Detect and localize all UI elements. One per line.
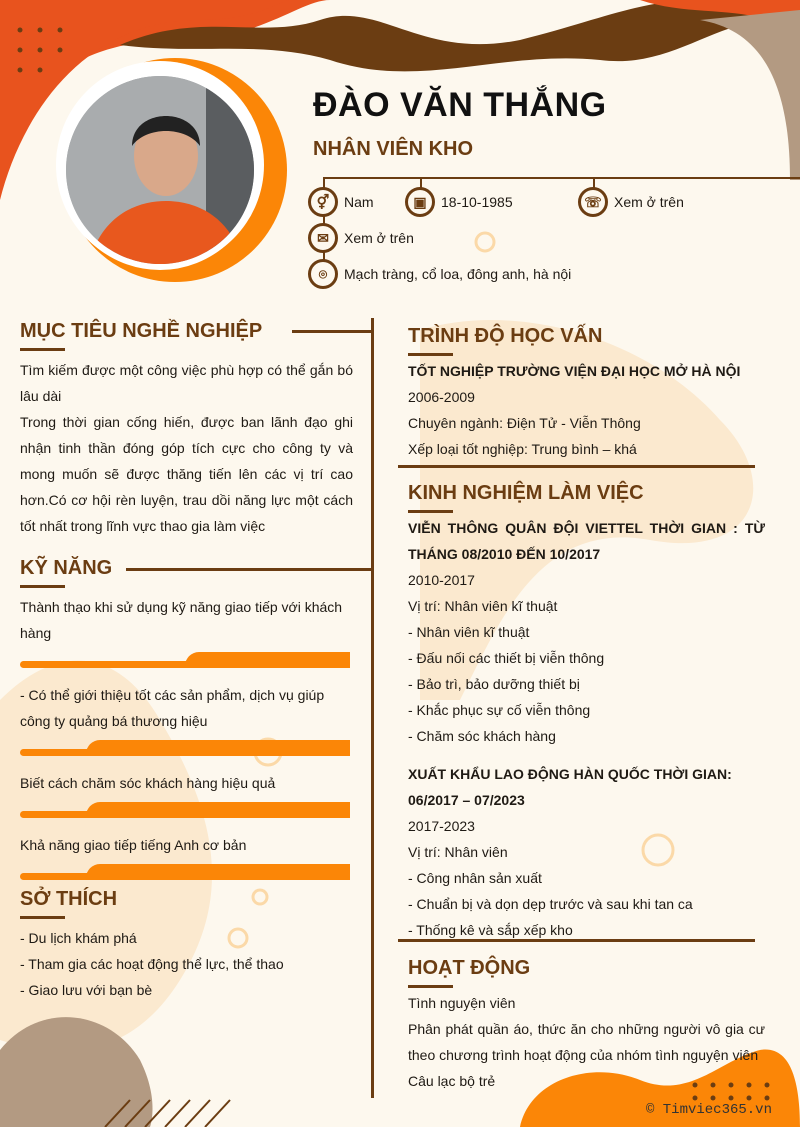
objective-text bbox=[20, 357, 353, 539]
activity-line: Câu lạc bộ trẻ bbox=[408, 1073, 496, 1089]
birthday-value: 18-10-1985 bbox=[441, 194, 513, 210]
skill-bar bbox=[20, 652, 350, 668]
skill-item bbox=[20, 832, 350, 880]
contact-gender bbox=[308, 187, 374, 217]
skills-heading: KỸ NĂNG bbox=[20, 557, 113, 579]
hobbies-heading: SỞ THÍCH bbox=[20, 888, 118, 910]
job-line: - Chăm sóc khách hàng bbox=[408, 728, 556, 744]
education-heading: TRÌNH ĐỘ HỌC VẤN bbox=[408, 325, 603, 347]
school-name: TỐT NGHIỆP TRƯỜNG VIỆN ĐẠI HỌC MỞ HÀ NỘI bbox=[408, 363, 741, 379]
skill-item bbox=[20, 770, 350, 818]
section-divider bbox=[398, 939, 755, 942]
contact-address bbox=[308, 259, 571, 289]
address-value: Mạch tràng, cổ loa, đông anh, hà nội bbox=[344, 266, 572, 282]
calendar-icon: ▣ bbox=[405, 187, 435, 217]
job-line: Vị trí: Nhân viên kĩ thuật bbox=[408, 598, 558, 614]
hobby-item: - Giao lưu với bạn bè bbox=[20, 982, 153, 998]
section-divider bbox=[398, 465, 755, 468]
skill-label: Khả năng giao tiếp tiếng Anh cơ bản bbox=[20, 837, 247, 853]
contact-email bbox=[308, 223, 414, 253]
profile-photo bbox=[60, 70, 260, 270]
candidate-name: ĐÀO VĂN THẮNG bbox=[313, 86, 607, 124]
phone-icon: ☏ bbox=[578, 187, 608, 217]
job-line: - Chuẩn bị và dọn dẹp trước và sau khi tan ca bbox=[408, 896, 693, 912]
contact-phone bbox=[578, 187, 684, 217]
experience-heading: KINH NGHIỆM LÀM VIỆC bbox=[408, 482, 644, 504]
job-line: Vị trí: Nhân viên bbox=[408, 844, 508, 860]
job-line: - Nhân viên kĩ thuật bbox=[408, 624, 530, 640]
hobby-item: - Du lịch khám phá bbox=[20, 930, 137, 946]
job-title: NHÂN VIÊN KHO bbox=[313, 138, 474, 160]
job-line: - Bảo trì, bảo dưỡng thiết bị bbox=[408, 676, 580, 692]
education-line: Xếp loại tốt nghiệp: Trung bình – khá bbox=[408, 441, 637, 457]
phone-value: Xem ở trên bbox=[614, 194, 684, 210]
job-title: VIỄN THÔNG QUÂN ĐỘI VIETTEL THỜI GIAN : TỪ THÁNG 08/2010 ĐẾN 10/2017 bbox=[408, 520, 765, 562]
heading-rule bbox=[126, 568, 372, 571]
skill-label: Thành thạo khi sử dụng kỹ năng giao tiếp với khách hàng bbox=[20, 599, 343, 641]
objective-heading: MỤC TIÊU NGHỀ NGHIỆP bbox=[20, 320, 263, 342]
hobby-item: - Tham gia các hoạt động thể lực, thể thao bbox=[20, 956, 284, 972]
education-line: 2006-2009 bbox=[408, 389, 475, 405]
job-line: - Thống kê và sắp xếp kho bbox=[408, 922, 573, 938]
skill-item bbox=[20, 682, 350, 756]
column-divider bbox=[371, 318, 374, 1098]
activity-line: Phân phát quần áo, thức ăn cho những người vô gia cư theo chương trình hoạt động của nhóm tình nguyện viên bbox=[408, 1021, 765, 1063]
skill-bar bbox=[20, 740, 350, 756]
job-title: XUẤT KHẨU LAO ĐỘNG HÀN QUỐC THỜI GIAN: 06/2017 – 07/2023 bbox=[408, 766, 732, 808]
job-entry bbox=[408, 515, 765, 749]
skill-bar bbox=[20, 802, 350, 818]
experience-section bbox=[408, 515, 765, 943]
job-line: 2010-2017 bbox=[408, 572, 475, 588]
objective-paragraph: Tìm kiếm được một công việc phù hợp có thể gắn bó lâu dài bbox=[20, 362, 353, 404]
skills-list bbox=[20, 594, 350, 894]
activity-line: Tình nguyện viên bbox=[408, 995, 516, 1011]
education-section bbox=[408, 358, 765, 462]
job-line: - Công nhân sản xuất bbox=[408, 870, 542, 886]
education-line: Chuyên ngành: Điện Tử - Viễn Thông bbox=[408, 415, 641, 431]
job-line: 2017-2023 bbox=[408, 818, 475, 834]
email-value: Xem ở trên bbox=[344, 230, 414, 246]
gender-icon: ⚥ bbox=[308, 187, 338, 217]
heading-rule bbox=[292, 330, 372, 333]
skill-item bbox=[20, 594, 350, 668]
skill-label: Biết cách chăm sóc khách hàng hiệu quả bbox=[20, 775, 276, 791]
job-line: - Đấu nối các thiết bị viễn thông bbox=[408, 650, 605, 666]
job-line: - Khắc phục sự cố viễn thông bbox=[408, 702, 591, 718]
hobbies-list bbox=[20, 925, 350, 1003]
contact-birthday bbox=[405, 187, 513, 217]
gender-value: Nam bbox=[344, 194, 374, 210]
contact-connector-line bbox=[323, 177, 800, 179]
job-entry bbox=[408, 761, 765, 943]
activities-heading: HOẠT ĐỘNG bbox=[408, 957, 531, 979]
skill-label: - Có thể giới thiệu tốt các sản phẩm, dịch vụ giúp công ty quảng bá thương hiệu bbox=[20, 687, 325, 729]
objective-paragraph: Trong thời gian cống hiến, được ban lãnh đạo ghi nhận tinh thần đóng góp tích cực cho công ty và mong muốn sẽ được thăng tiến lên các vị trí cao hơn.Có cơ hội rèn luyện, trau dồi năng lực một cách tốt nhất trong lĩnh vực thao gia làm việc bbox=[20, 414, 353, 534]
location-icon: ⌾ bbox=[308, 259, 338, 289]
skill-bar bbox=[20, 864, 350, 880]
watermark: © Timviec365.vn bbox=[645, 1102, 772, 1118]
email-icon: ✉ bbox=[308, 223, 338, 253]
activities-section bbox=[408, 990, 765, 1094]
